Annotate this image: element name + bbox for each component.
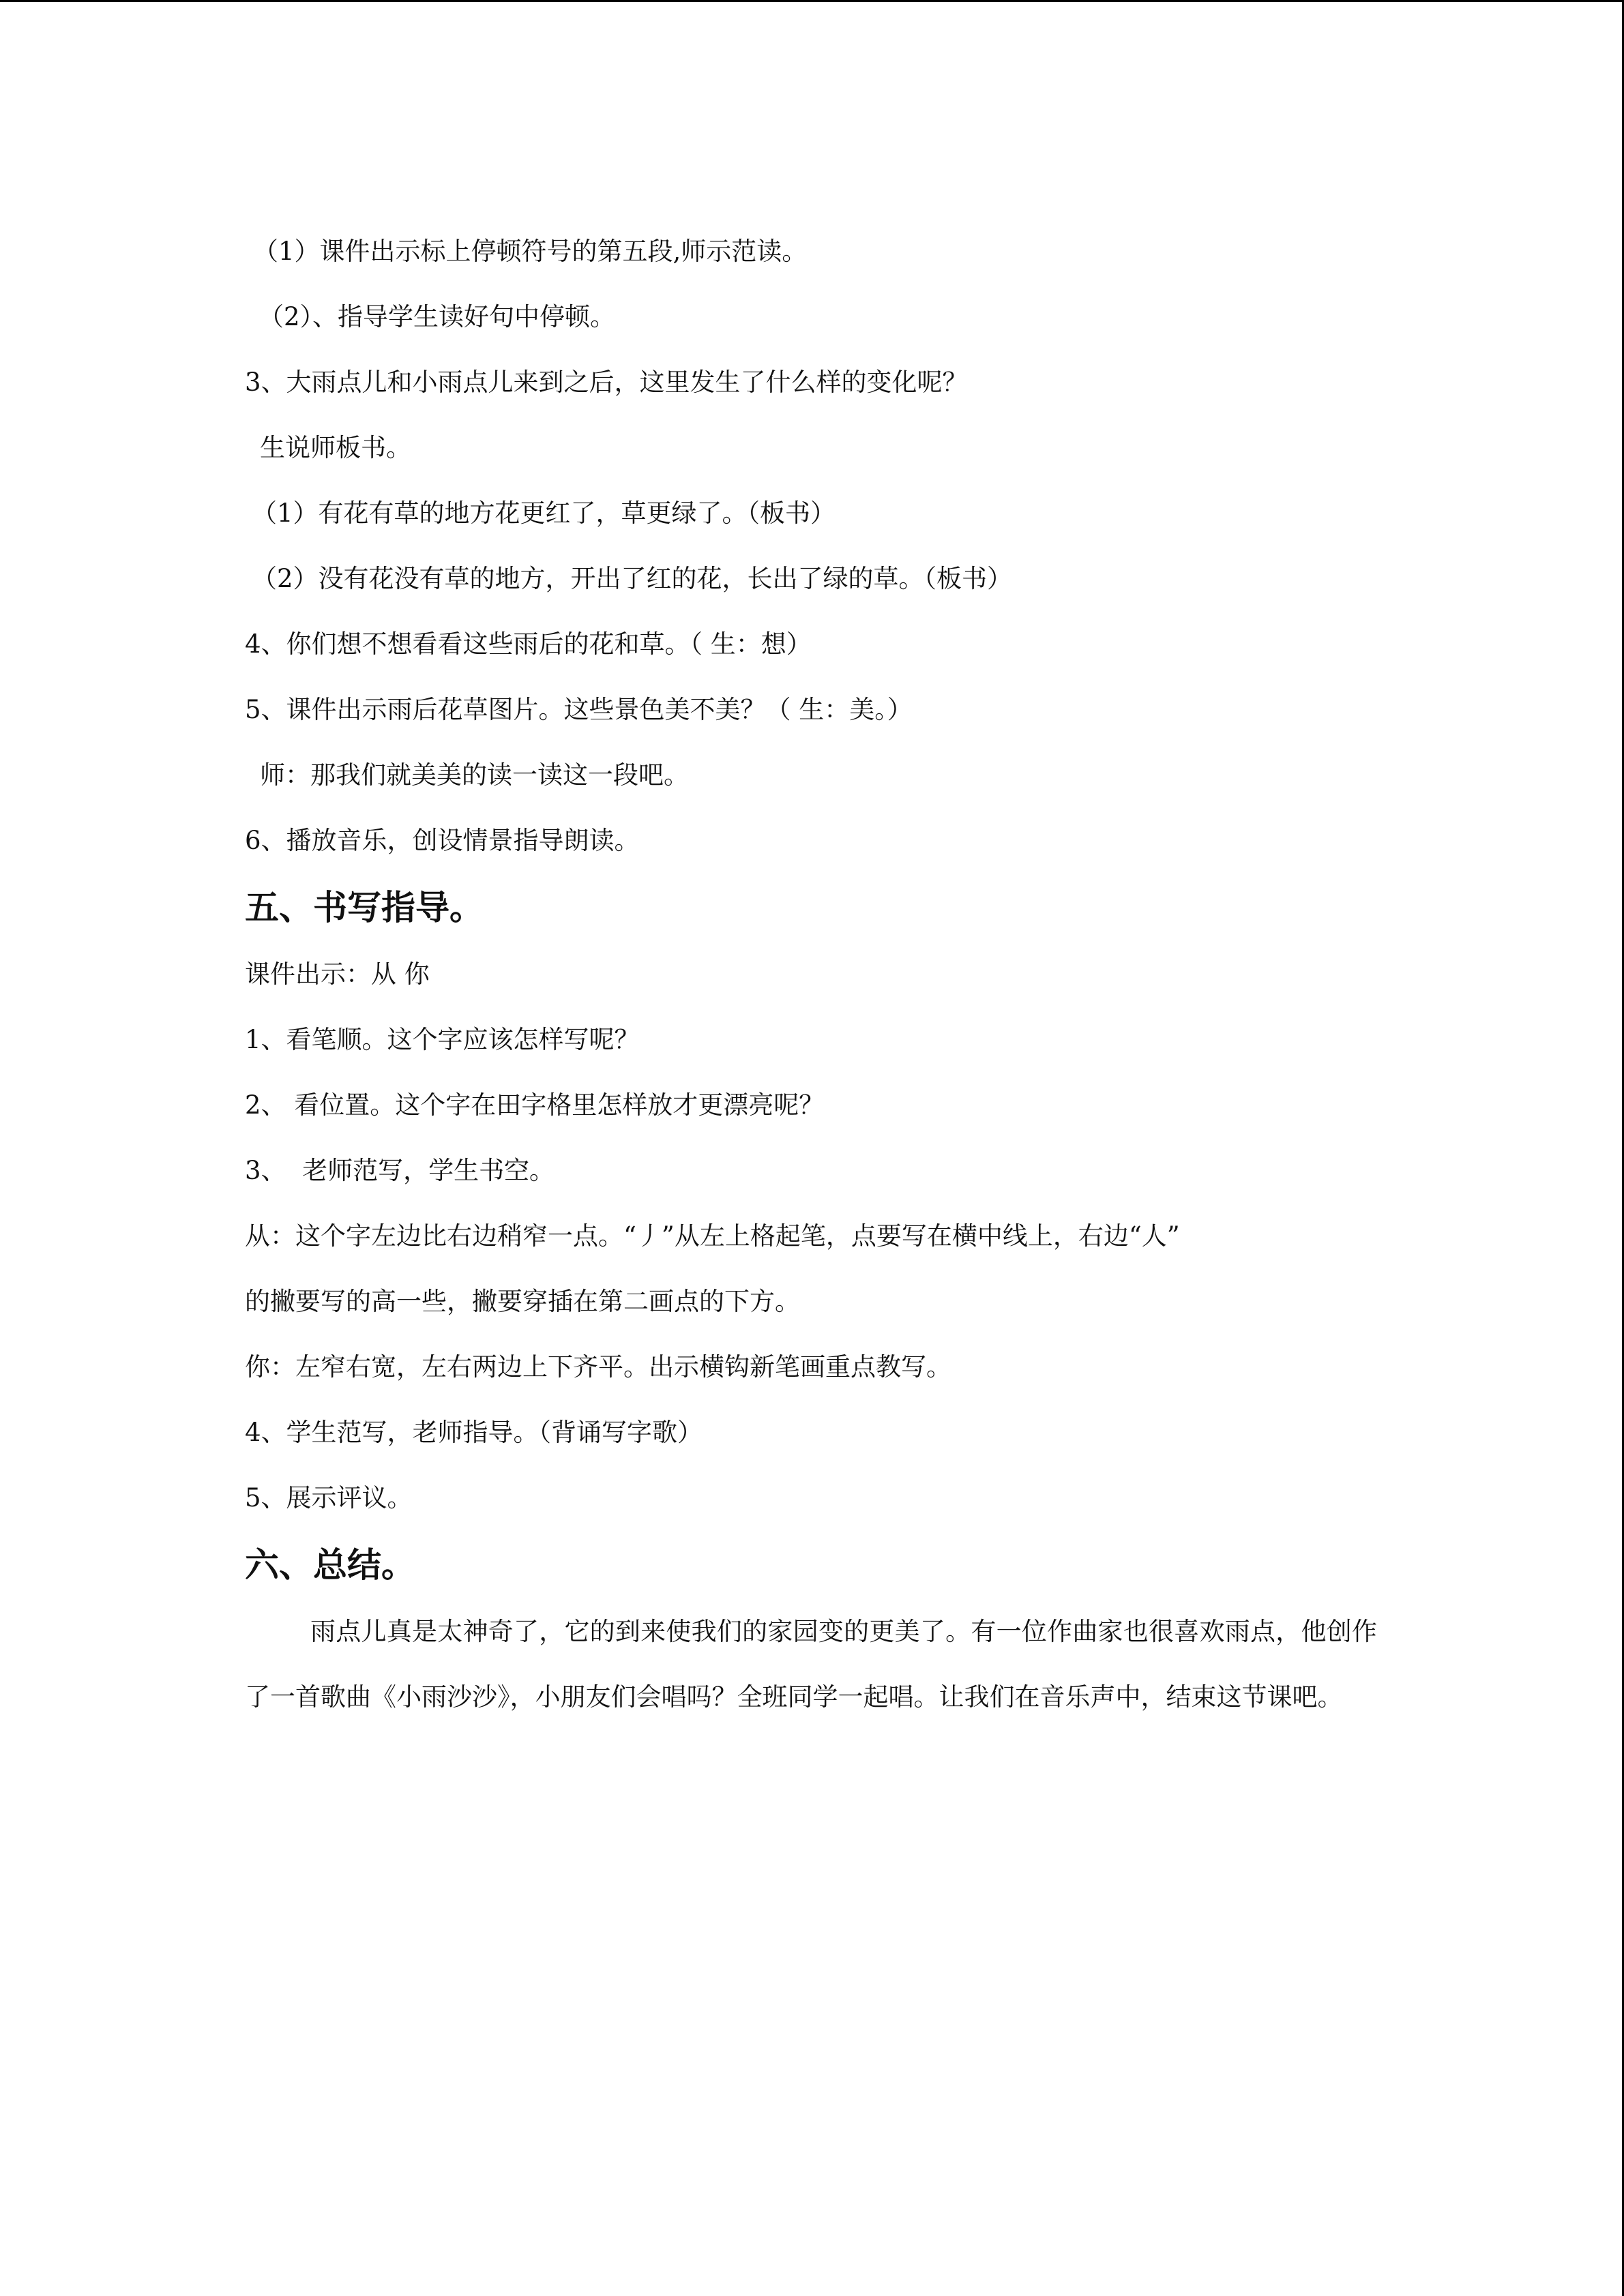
- text-line: 从：这个字左边比右边稍窄一点。“丿”从左上格起笔，点要写在横中线上，右边“人”: [245, 1221, 1180, 1251]
- text-line: 3、大雨点儿和小雨点儿来到之后，这里发生了什么样的变化呢？: [245, 368, 968, 397]
- text-line: 师：那我们就美美的读一读这一段吧。: [260, 760, 689, 790]
- text-line: 5、课件出示雨后花草图片。这些景色美不美？（ 生：美。）: [245, 695, 913, 724]
- document-content: [245, 219, 1377, 1730]
- text-line: 3、 老师范写，学生书空。: [245, 1156, 555, 1185]
- text-line: 你：左窄右宽，左右两边上下齐平。出示横钩新笔画重点教写。: [245, 1352, 951, 1382]
- text-line: 4、学生范写，老师指导。（背诵写字歌）: [245, 1418, 703, 1447]
- text-line: （1）课件出示标上停顿符号的第五段,师示范读。: [253, 237, 808, 266]
- text-line: 生说师板书。: [260, 433, 411, 462]
- text-line: 的撇要写的高一些，撇要穿插在第二画点的下方。: [245, 1287, 800, 1316]
- text-line: 6、播放音乐，创设情景指导朗读。: [245, 826, 640, 855]
- text-line: 1、看笔顺。这个字应该怎样写呢？: [245, 1025, 640, 1054]
- text-line: 4、你们想不想看看这些雨后的花和草。（ 生：想）: [245, 629, 812, 659]
- section-heading: 五、书写指导。: [245, 888, 484, 927]
- text-line: 课件出示：从 你: [245, 959, 430, 989]
- text-line: （2）没有花没有草的地方，开出了红的花，长出了绿的草。（板书）: [252, 564, 1013, 593]
- text-line: （2）、指导学生读好句中停顿。: [259, 302, 616, 331]
- text-line: 5、展示评议。: [245, 1483, 413, 1512]
- summary-paragraph: 雨点儿真是太神奇了，它的到来使我们的家园变的更美了。有一位作曲家也很喜欢雨点，他创作了一首歌曲《小雨沙沙》，小朋友们会唱吗？全班同学一起唱。让我们在音乐声中，结束这节课吧。: [245, 1617, 1377, 1712]
- text-line: （1）有花有草的地方花更红了，草更绿了。（板书）: [252, 498, 836, 528]
- section-heading: 六、总结。: [245, 1545, 415, 1585]
- text-line: 2、 看位置。这个字在田字格里怎样放才更漂亮呢？: [245, 1090, 825, 1120]
